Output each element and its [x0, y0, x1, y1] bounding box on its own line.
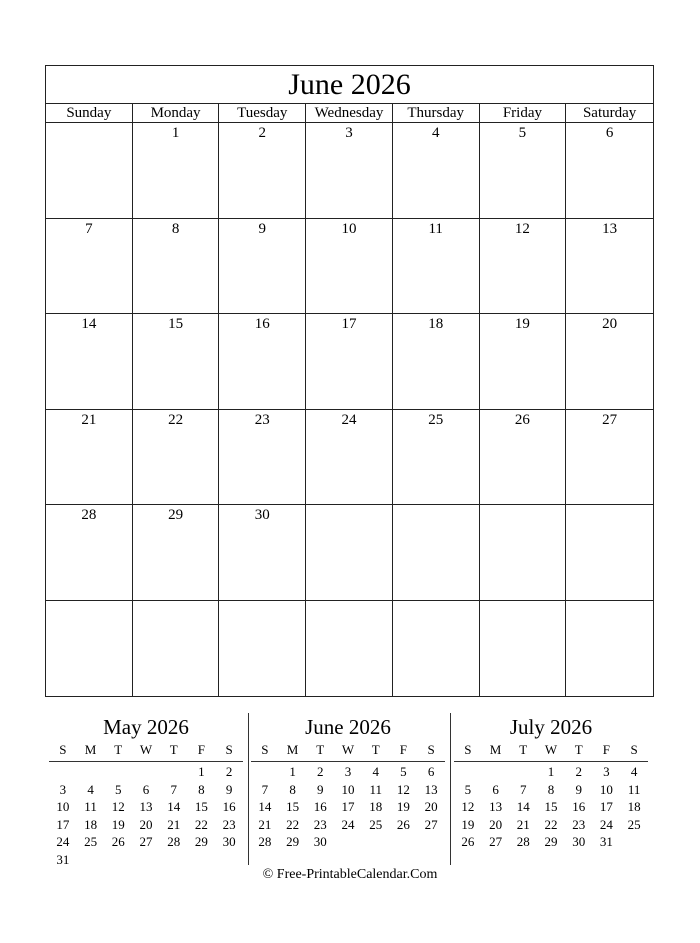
mini-day: 21: [167, 816, 181, 832]
mini-day: 27: [424, 816, 438, 832]
mini-day: 18: [627, 799, 641, 814]
day-cell: [133, 601, 220, 697]
mini-calendar-july: [454, 713, 648, 865]
mini-day: [509, 763, 537, 781]
day-cell: 10: [306, 219, 393, 315]
weekday-header: Friday: [480, 104, 567, 122]
day-cell: 21: [46, 410, 133, 506]
mini-day: [132, 763, 160, 781]
day-cell: 1: [133, 123, 220, 219]
mini-day: 29: [544, 834, 558, 849]
mini-day: 6: [142, 781, 150, 797]
mini-day: 28: [258, 834, 272, 849]
mini-day: 15: [286, 799, 300, 814]
mini-day: 1: [198, 764, 205, 779]
mini-day: 30: [313, 834, 327, 849]
mini-weekday: W: [139, 742, 153, 757]
weekday-header: Saturday: [582, 105, 637, 121]
mini-weekday: M: [489, 742, 502, 757]
mini-day: 12: [461, 799, 475, 814]
mini-weekday: T: [574, 742, 583, 757]
mini-calendar-june: [251, 713, 445, 865]
mini-day: 7: [520, 781, 527, 797]
mini-day: 5: [464, 781, 472, 797]
mini-day: 27: [489, 834, 503, 849]
weekday-header: Thursday: [393, 104, 480, 122]
day-cell: [46, 123, 133, 219]
mini-day: 13: [139, 799, 153, 814]
mini-day: 24: [56, 834, 70, 849]
mini-weekday-row: [251, 741, 445, 762]
mini-calendar-title: July 2026: [509, 715, 593, 739]
mini-day: 18: [84, 816, 98, 832]
mini-day: 4: [372, 764, 379, 779]
mini-day: [77, 763, 105, 781]
day-cell: 12: [480, 219, 567, 315]
mini-day: 20: [489, 816, 503, 832]
day-cell: 30: [219, 505, 306, 601]
day-cell: 19: [480, 314, 567, 410]
day-cell: 9: [219, 219, 306, 315]
day-cell: [306, 601, 393, 697]
mini-day: 4: [87, 781, 94, 797]
mini-weekday-row: [49, 741, 243, 762]
mini-weekday: S: [630, 742, 638, 757]
mini-day: 1: [547, 764, 555, 779]
mini-day: 19: [461, 816, 475, 832]
mini-day: 20: [139, 816, 153, 832]
day-cell: [46, 601, 133, 697]
mini-day: [160, 763, 188, 781]
mini-day: 10: [56, 799, 70, 814]
mini-day: 29: [286, 834, 300, 849]
mini-day: 23: [222, 816, 236, 832]
mini-day: 22: [194, 816, 208, 832]
day-cell: 7: [46, 219, 133, 315]
mini-day: 11: [369, 781, 382, 797]
mini-day: [417, 833, 445, 851]
weekday-header: Wednesday: [306, 104, 393, 122]
mini-weekday: F: [602, 742, 611, 757]
mini-day: 5: [400, 764, 407, 779]
day-cell: 6: [566, 123, 653, 219]
mini-day: 26: [461, 834, 475, 849]
mini-day: 3: [59, 781, 67, 797]
mini-weekday: S: [464, 742, 472, 757]
mini-weekday: S: [427, 742, 435, 757]
mini-day: 21: [516, 816, 530, 832]
day-cell: 11: [393, 219, 480, 315]
mini-day-grid: [454, 763, 648, 851]
mini-day: 9: [575, 781, 582, 797]
day-cell: 18: [393, 314, 480, 410]
mini-day: [454, 763, 482, 781]
footer-credit: © Free-PrintableCalendar.Com: [262, 867, 438, 882]
mini-day: 25: [627, 816, 641, 832]
mini-day: 3: [603, 764, 610, 779]
mini-day: [482, 763, 510, 781]
mini-separator: [248, 713, 249, 865]
day-cell: 17: [306, 314, 393, 410]
mini-weekday: S: [225, 742, 233, 757]
mini-day: [49, 763, 77, 781]
day-cell: 28: [46, 505, 133, 601]
calendar-title: June 2026: [46, 66, 653, 104]
mini-day: 2: [575, 764, 582, 779]
mini-day: 7: [261, 781, 269, 797]
day-cell: 13: [566, 219, 653, 315]
mini-day: 3: [344, 764, 352, 779]
mini-day: 27: [139, 834, 153, 849]
day-cell: 16: [219, 314, 306, 410]
mini-day: 16: [572, 799, 586, 814]
mini-day: 26: [111, 834, 125, 849]
day-cell: [393, 601, 480, 697]
mini-day: 17: [56, 816, 70, 832]
day-cell: 8: [133, 219, 220, 315]
mini-day: 8: [289, 781, 296, 797]
mini-weekday: T: [316, 742, 325, 757]
mini-calendar-title: June 2026: [305, 715, 391, 739]
mini-calendars: [45, 713, 654, 865]
mini-day: 7: [170, 781, 177, 797]
mini-day: [390, 833, 418, 851]
mini-day-grid: [251, 763, 445, 851]
mini-weekday: W: [341, 742, 355, 757]
mini-day: 30: [572, 834, 586, 849]
mini-weekday: F: [197, 742, 206, 757]
mini-day: 9: [225, 781, 233, 797]
day-cell: 27: [566, 410, 653, 506]
mini-day: 20: [424, 799, 438, 814]
day-cell: 22: [133, 410, 220, 506]
mini-weekday: T: [371, 742, 380, 757]
mini-weekday: T: [519, 742, 528, 757]
mini-calendar-title: May 2026: [103, 715, 189, 739]
mini-day: 8: [198, 781, 205, 797]
day-cell: 20: [566, 314, 653, 410]
day-cell: 24: [306, 410, 393, 506]
mini-day: 17: [599, 799, 613, 814]
mini-day: 14: [167, 799, 181, 814]
day-cell: 3: [306, 123, 393, 219]
mini-weekday: T: [169, 742, 178, 757]
mini-day: 28: [516, 834, 530, 849]
mini-weekday: W: [544, 742, 558, 757]
mini-day: [334, 833, 362, 851]
mini-day: 16: [313, 799, 327, 814]
day-cell: [306, 505, 393, 601]
mini-day: 2: [225, 764, 233, 779]
weekday-header-row: [46, 104, 653, 123]
mini-weekday: S: [59, 742, 67, 757]
mini-day: 23: [313, 816, 327, 832]
day-cell: [566, 601, 653, 697]
mini-day: 29: [194, 834, 208, 849]
mini-day: 26: [396, 816, 410, 832]
mini-day: 12: [396, 781, 410, 797]
day-cell: 15: [133, 314, 220, 410]
mini-day: 25: [84, 834, 98, 849]
mini-day: [620, 833, 648, 851]
mini-day: 12: [111, 799, 125, 814]
mini-day: 6: [492, 781, 499, 797]
mini-day: 24: [341, 816, 355, 832]
mini-weekday: S: [261, 742, 269, 757]
mini-day: 5: [115, 781, 122, 797]
day-cell: 26: [480, 410, 567, 506]
day-cell: 5: [480, 123, 567, 219]
calendar-day-grid: [46, 123, 653, 696]
mini-day: 1: [289, 764, 296, 779]
mini-day: 17: [341, 799, 355, 814]
day-cell: 25: [393, 410, 480, 506]
day-cell: 4: [393, 123, 480, 219]
mini-calendar-may: [49, 713, 243, 865]
mini-day: 24: [599, 816, 613, 832]
mini-day: [104, 763, 132, 781]
mini-day: 4: [630, 764, 638, 779]
day-cell: [480, 601, 567, 697]
mini-day: 19: [396, 799, 410, 814]
main-calendar: [45, 65, 654, 697]
mini-day: 25: [369, 816, 383, 832]
mini-day: 15: [194, 799, 208, 814]
mini-day: 30: [222, 834, 236, 849]
mini-day: 8: [547, 781, 555, 797]
mini-day: 19: [111, 816, 125, 832]
mini-day: 14: [516, 799, 530, 814]
mini-day: 15: [544, 799, 558, 814]
mini-day: 11: [627, 781, 641, 797]
mini-day: 22: [544, 816, 558, 832]
mini-weekday: M: [286, 742, 299, 757]
day-cell: 23: [219, 410, 306, 506]
mini-weekday-row: [454, 741, 648, 762]
mini-day: 10: [599, 781, 613, 797]
mini-day: 31: [56, 851, 70, 867]
day-cell: [219, 601, 306, 697]
mini-day: 22: [286, 816, 300, 832]
mini-day: 10: [341, 781, 355, 797]
weekday-header: Tuesday: [219, 104, 306, 122]
day-cell: [566, 505, 653, 601]
day-cell: [480, 505, 567, 601]
mini-day: 2: [317, 764, 324, 779]
mini-day: 28: [167, 834, 181, 849]
mini-day: 16: [222, 799, 236, 814]
mini-weekday: F: [399, 742, 408, 757]
mini-day: 13: [424, 781, 438, 797]
mini-separator: [450, 713, 451, 865]
mini-day: 13: [489, 799, 503, 814]
mini-day: 11: [84, 799, 97, 814]
weekday-header: Sunday: [46, 104, 133, 122]
mini-day: 31: [599, 834, 613, 849]
mini-weekday: M: [84, 742, 97, 757]
mini-weekday: T: [114, 742, 123, 757]
mini-day: 9: [317, 781, 324, 797]
day-cell: 14: [46, 314, 133, 410]
mini-day: 23: [572, 816, 586, 832]
day-cell: 2: [219, 123, 306, 219]
day-cell: [393, 505, 480, 601]
weekday-header: Monday: [133, 104, 220, 122]
mini-day-grid: [49, 763, 243, 868]
mini-day: [362, 833, 390, 851]
day-cell: 29: [133, 505, 220, 601]
mini-day: 6: [427, 764, 435, 779]
mini-day: [251, 763, 279, 781]
mini-day: 21: [258, 816, 272, 832]
mini-day: 18: [369, 799, 383, 814]
mini-day: 14: [258, 799, 272, 814]
